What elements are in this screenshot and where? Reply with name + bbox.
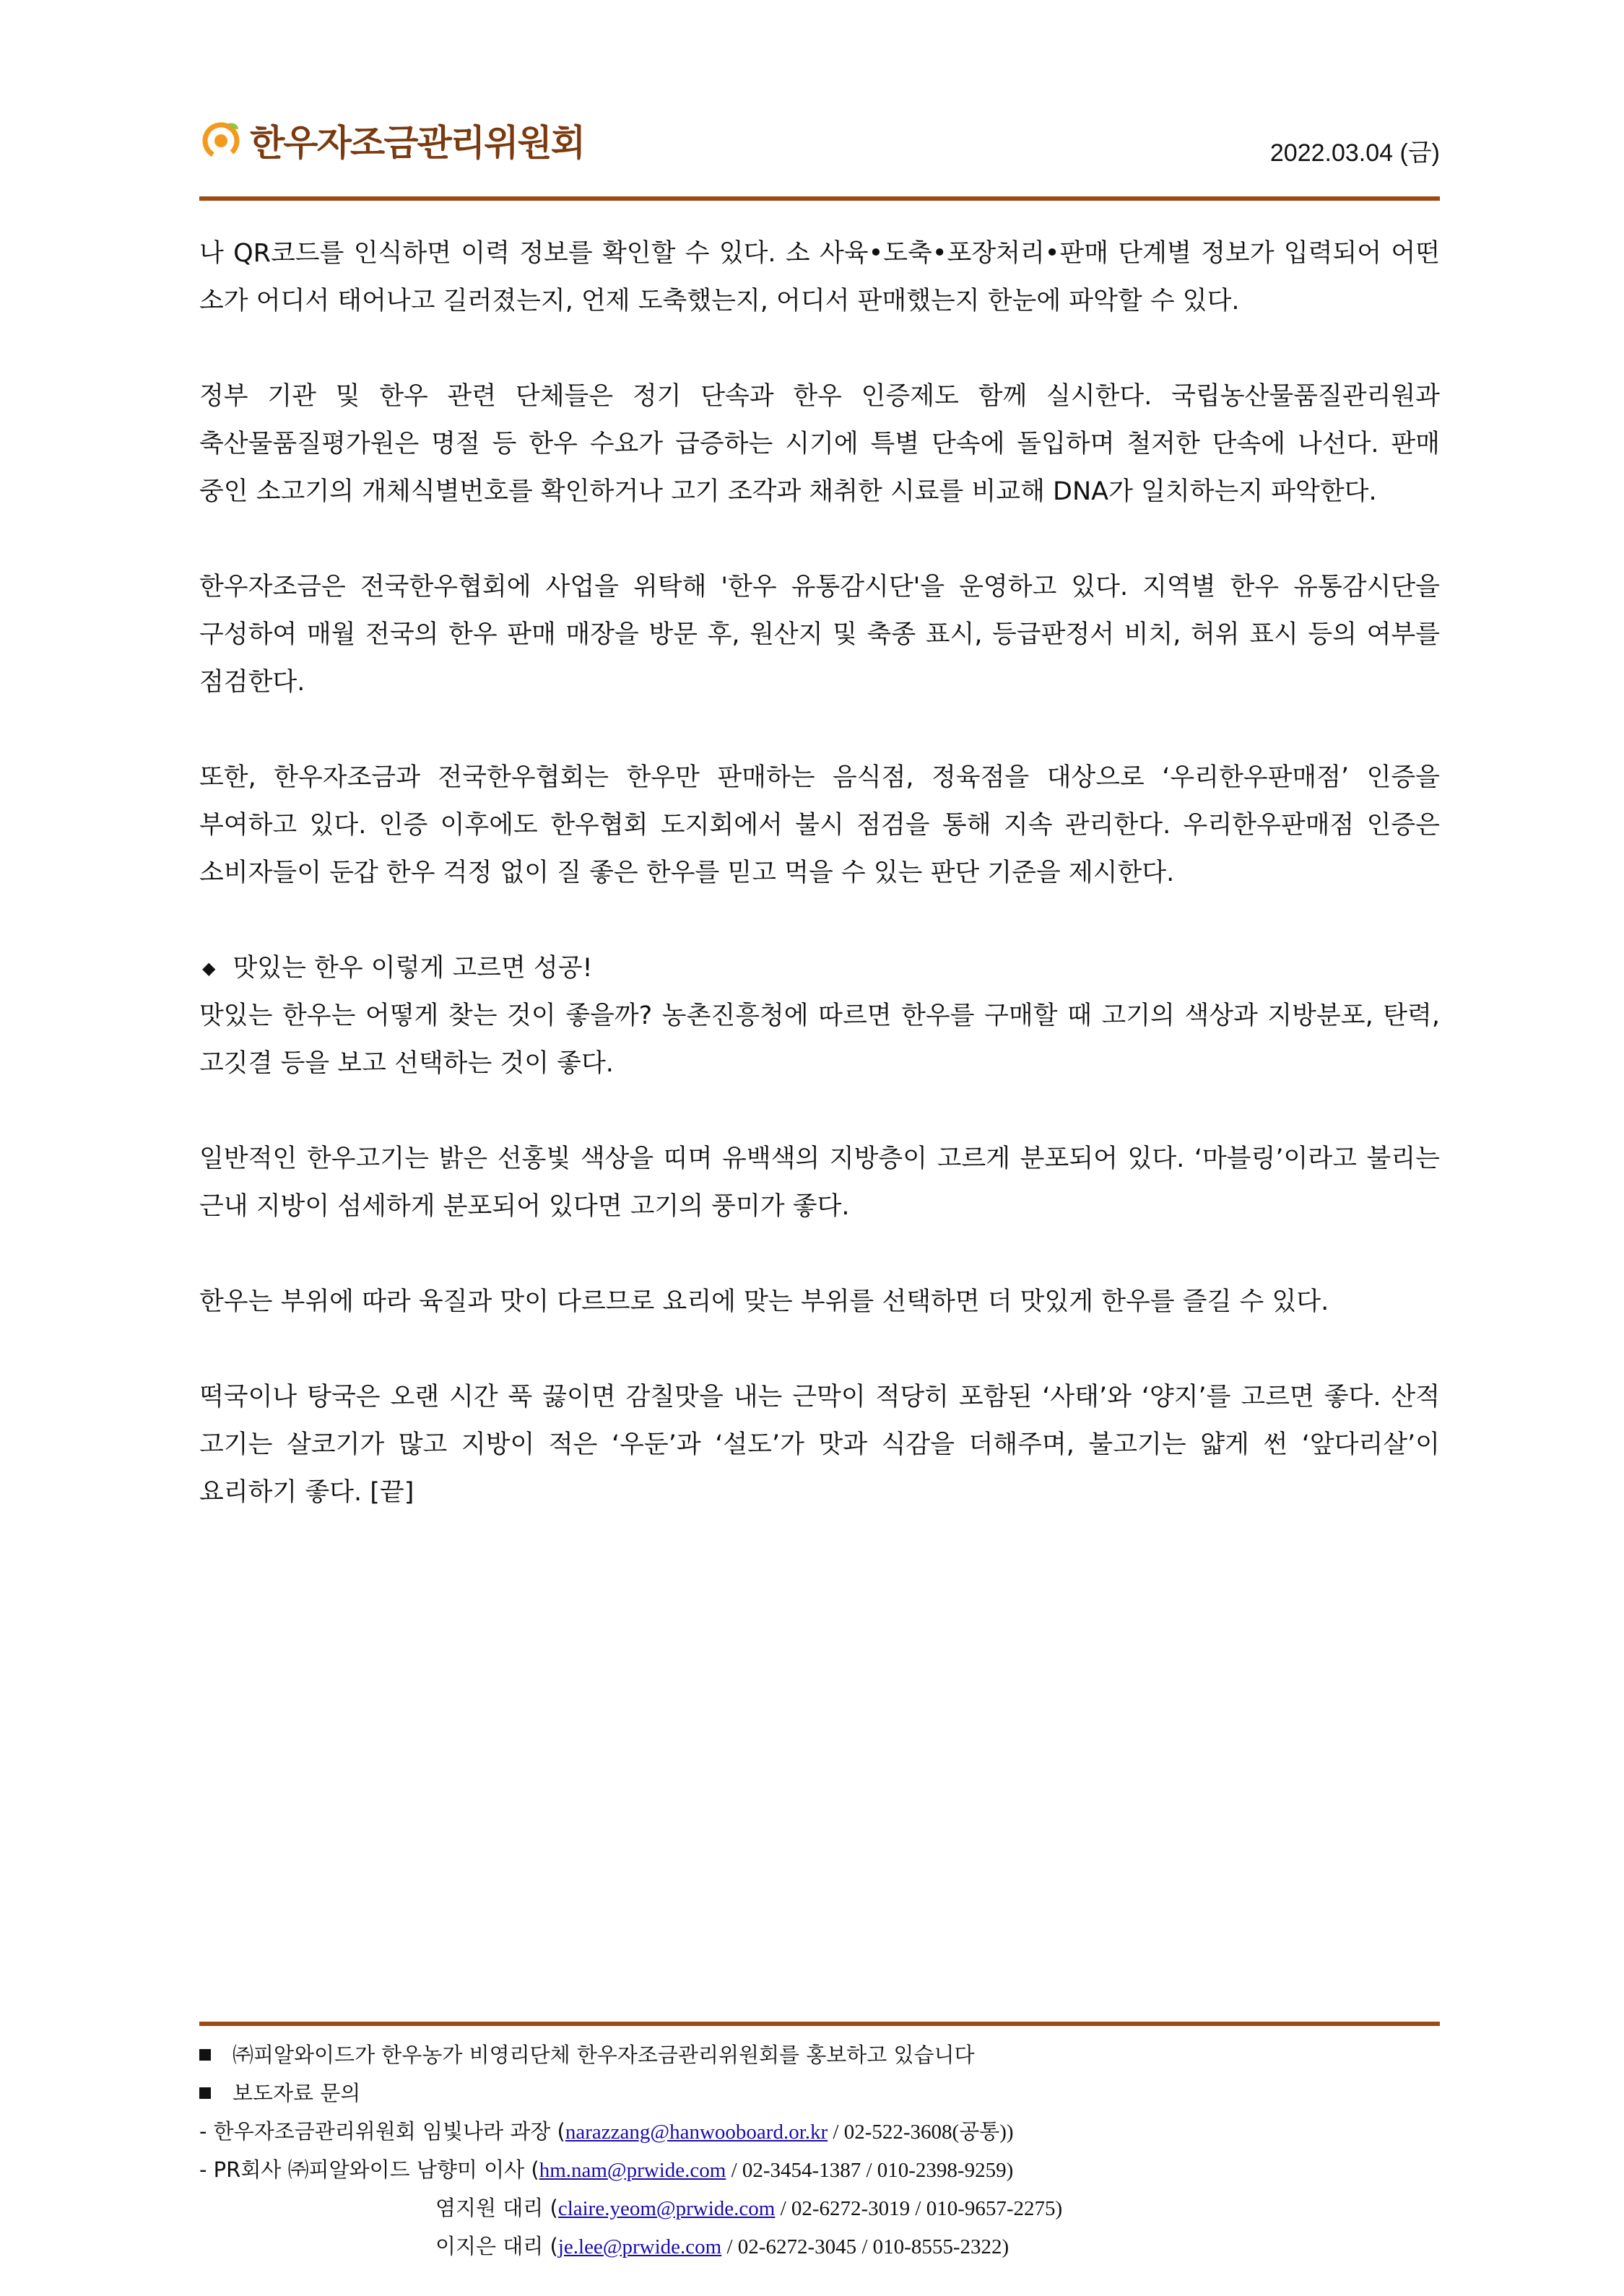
- paragraph: 한우는 부위에 따라 육질과 맛이 다르므로 요리에 맞는 부위를 선택하면 더 맛있게 한우를 즐길 수 있다.: [199, 1287, 1329, 1316]
- paragraph: 나 QR코드를 인식하면 이력 정보를 확인할 수 있다. 소 사육•도축•포장처리•판매 단계별 정보가 입력되어 어떤 소가 어디서 태어나고 길러졌는지, 언제 도축했는지, 어디서 판매했는지 한눈에 파악할 수 있다.: [199, 239, 1440, 316]
- logo-text: 한우자조금관리위원회: [250, 122, 584, 164]
- page-footer: [199, 2036, 1440, 2266]
- hanwoo-logo-icon: [199, 119, 241, 161]
- paragraph: 한우자조금은 전국한우협회에 사업을 위탁해 '한우 유통감시단'을 운영하고 있다. 지역별 한우 유통감시단을 구성하여 매월 전국의 한우 판매 매장을 방문 후, 원산지 및 축종 표시, 등급판정서 비치, 허위 표시 등의 여부를 점검한다.: [199, 573, 1440, 697]
- square-bullet-icon: [199, 2087, 211, 2099]
- header-rule: [199, 196, 1440, 201]
- square-bullet-icon: [199, 2049, 211, 2061]
- paragraph: 정부 기관 및 한우 관련 단체들은 정기 단속과 한우 인증제도 함께 실시한다. 국립농산물품질관리원과 축산물품질평가원은 명절 등 한우 수요가 급증하는 시기에 특별 단속에 돌입하며 철저한 단속에 나선다. 판매 중인 소고기의 개체식별번호를 확인하거나 고기 조각과 채취한 시료를 비교해 DNA가 일치하는지 파악한다.: [199, 382, 1440, 506]
- paragraph: 맛있는 한우는 어떻게 찾는 것이 좋을까? 농촌진흥청에 따르면 한우를 구매할 때 고기의 색상과 지방분포, 탄력, 고깃결 등을 보고 선택하는 것이 좋다.: [199, 1001, 1440, 1078]
- logo: [199, 114, 584, 166]
- diamond-bullet-icon: ◆: [202, 958, 216, 978]
- footer-note: ㈜피알와이드가 한우농가 비영리단체 한우자조금관리위원회를 홍보하고 있습니다: [199, 2036, 1440, 2074]
- email-link[interactable]: claire.yeom@prwide.com: [557, 2197, 776, 2220]
- email-link[interactable]: narazzang@hanwooboard.or.kr: [565, 2121, 828, 2144]
- footer-contact-heading: 보도자료 문의: [199, 2074, 1440, 2113]
- contact-line: - PR회사 ㈜피알와이드 남향미 이사 (hm.nam@prwide.com / 02-3454-1387 / 010-2398-9259): [199, 2157, 1014, 2182]
- page-header: [199, 108, 1440, 202]
- section-title: 맛있는 한우 이렇게 고르면 성공!: [233, 954, 593, 983]
- section-heading: [199, 944, 1440, 992]
- email-link[interactable]: je.lee@prwide.com: [557, 2235, 722, 2258]
- contact-line: - 한우자조금관리위원회 임빛나라 과장 (narazzang@hanwooboard.or.kr / 02-522-3608(공통)): [199, 2119, 1014, 2144]
- paragraph: 일반적인 한우고기는 밝은 선홍빛 색상을 띠며 유백색의 지방층이 고르게 분포되어 있다. ‘마블링’이라고 불리는 근내 지방이 섬세하게 분포되어 있다면 고기의 풍미가 좋다.: [199, 1144, 1440, 1221]
- footer-rule: [199, 2022, 1440, 2026]
- paragraph: 떡국이나 탕국은 오랜 시간 푹 끓이면 감칠맛을 내는 근막이 적당히 포함된 ‘사태’와 ‘양지’를 고르면 좋다. 산적 고기는 살코기가 많고 지방이 적은 ‘우둔’과 ‘설도’가 맛과 식감을 더해주며, 불고기는 얇게 썬 ‘앞다리살’이 요리하기 좋다. [끝]: [199, 1383, 1440, 1507]
- email-link[interactable]: hm.nam@prwide.com: [539, 2159, 726, 2182]
- contact-line: 염지원 대리 (claire.yeom@prwide.com / 02-6272-3019 / 010-9657-2275): [435, 2196, 1063, 2220]
- contact-line: 이지은 대리 (je.lee@prwide.com / 02-6272-3045 / 010-8555-2322): [435, 2234, 1009, 2258]
- paragraph: 또한, 한우자조금과 전국한우협회는 한우만 판매하는 음식점, 정육점을 대상으로 ‘우리한우판매점’ 인증을 부여하고 있다. 인증 이후에도 한우협회 도지회에서 불시 점검을 통해 지속 관리한다. 우리한우판매점 인증은 소비자들이 둔갑 한우 걱정 없이 질 좋은 한우를 믿고 먹을 수 있는 판단 기준을 제시한다.: [199, 763, 1440, 887]
- press-date: 2022.03.04 (금): [1269, 139, 1440, 167]
- article-body: [199, 230, 1440, 1516]
